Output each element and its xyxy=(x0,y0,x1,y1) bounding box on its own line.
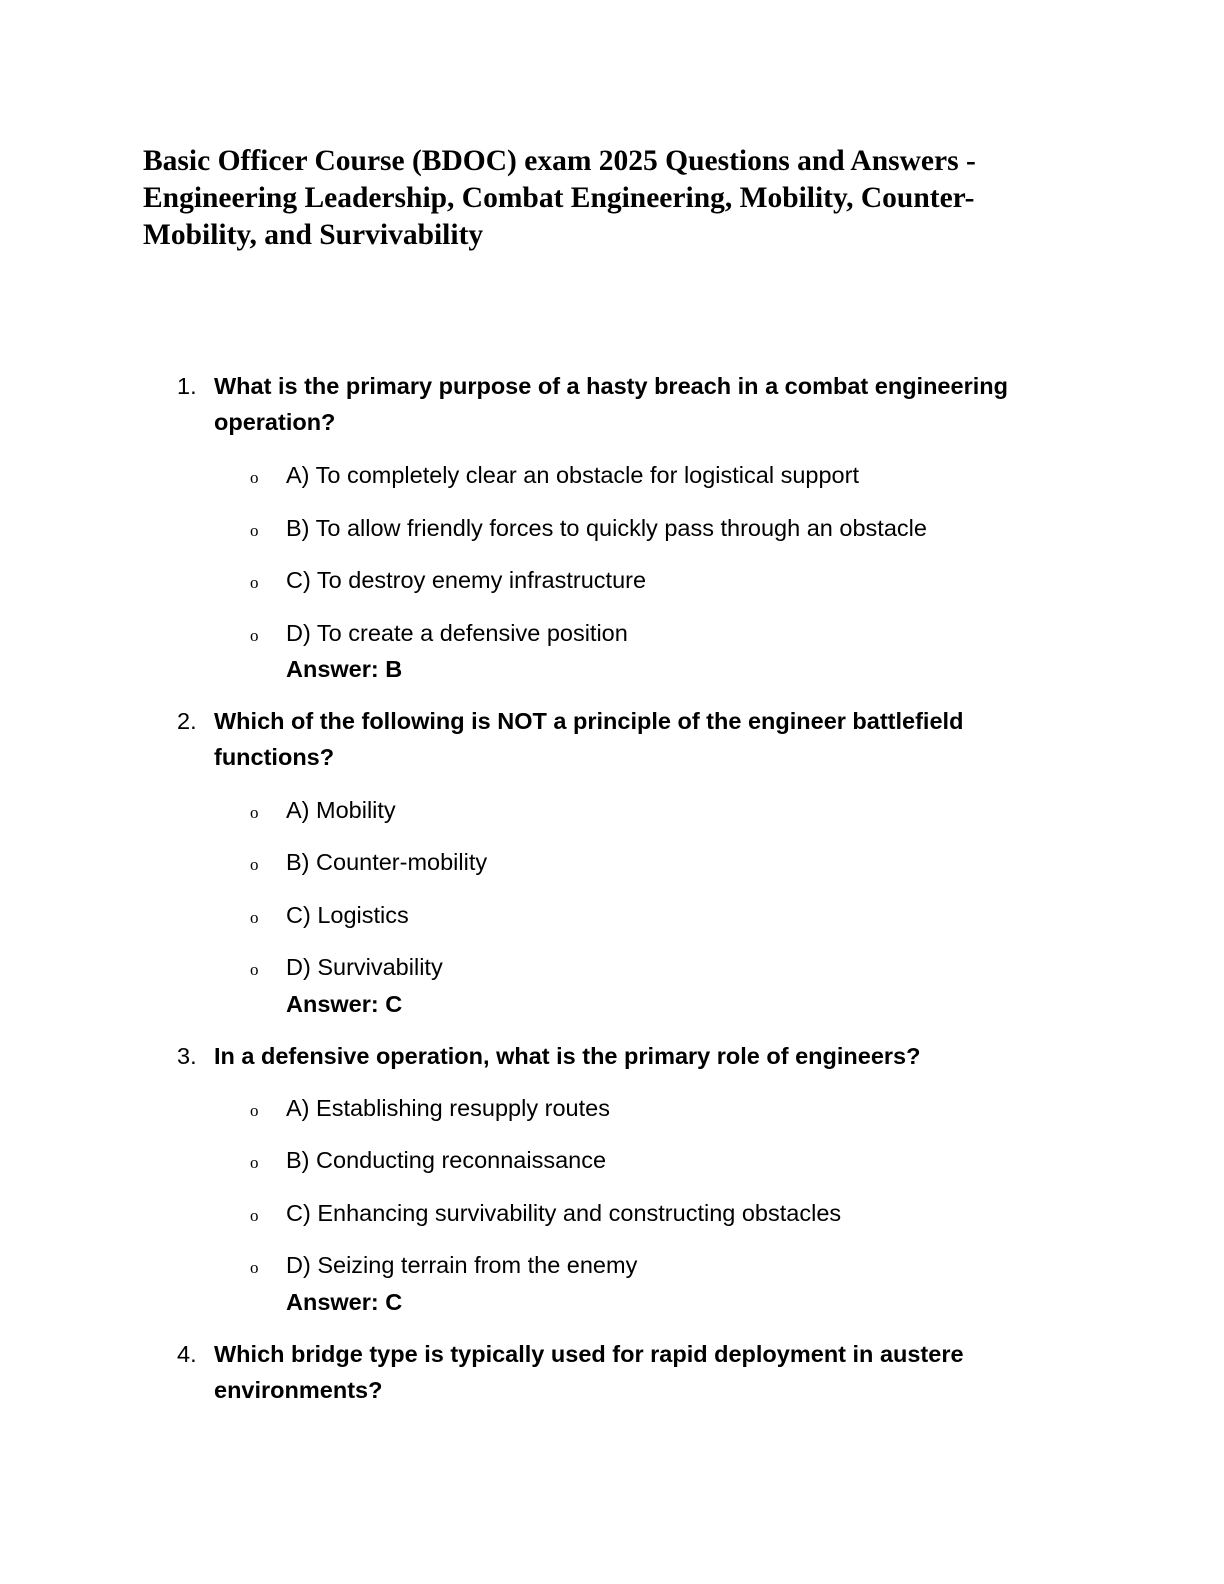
option-text: B) Counter-mobility xyxy=(286,849,488,875)
question-number: 1. xyxy=(177,373,197,399)
option-text: D) Survivability xyxy=(286,954,443,980)
bullet-icon: o xyxy=(250,521,259,540)
bullet-icon: o xyxy=(250,1258,259,1277)
answer-option-d xyxy=(0,949,1224,985)
answer-option-a xyxy=(0,1090,1224,1126)
answer-option-d xyxy=(0,615,1224,651)
bullet-icon: o xyxy=(250,468,259,487)
bullet-icon: o xyxy=(250,1153,259,1172)
answer-option-c xyxy=(0,897,1224,933)
bullet-icon: o xyxy=(250,1206,259,1225)
question-number: 4. xyxy=(177,1341,197,1367)
bullet-icon: o xyxy=(250,626,259,645)
bullet-icon: o xyxy=(250,960,259,979)
option-text: B) Conducting reconnaissance xyxy=(286,1147,607,1173)
option-text: D) Seizing terrain from the enemy xyxy=(286,1252,638,1278)
bullet-icon: o xyxy=(250,573,259,592)
question-text: What is the primary purpose of a hasty breach in a combat engineering operation? xyxy=(214,373,1008,435)
answer-option-c xyxy=(0,1195,1224,1231)
option-text: C) Enhancing survivability and constructing obstacles xyxy=(286,1200,842,1226)
option-text: C) To destroy enemy infrastructure xyxy=(286,567,647,593)
document-title: Basic Officer Course (BDOC) exam 2025 Questions and Answers - Engineering Leadership, Combat Engineering, Mobility, Counter-Mobility, and Survivability xyxy=(143,145,976,251)
answer-option-d xyxy=(0,1247,1224,1283)
bullet-icon: o xyxy=(250,855,259,874)
answer-key: Answer: C xyxy=(286,1289,403,1315)
question-text: Which of the following is NOT a principle of the engineer battlefield functions? xyxy=(214,708,964,770)
question-number: 3. xyxy=(177,1043,197,1069)
answer-key: Answer: C xyxy=(286,991,403,1017)
question-text: Which bridge type is typically used for rapid deployment in austere environments? xyxy=(214,1341,964,1403)
answer-option-a xyxy=(0,792,1224,828)
option-text: A) Mobility xyxy=(286,797,396,823)
bullet-icon: o xyxy=(250,803,259,822)
option-text: B) To allow friendly forces to quickly pass through an obstacle xyxy=(286,515,927,541)
answer-option-b xyxy=(0,1142,1224,1178)
option-text: A) Establishing resupply routes xyxy=(286,1095,610,1121)
question-text: In a defensive operation, what is the primary role of engineers? xyxy=(214,1043,921,1069)
option-text: D) To create a defensive position xyxy=(286,620,628,646)
option-text: A) To completely clear an obstacle for logistical support xyxy=(286,462,859,488)
bullet-icon: o xyxy=(250,908,259,927)
question-number: 2. xyxy=(177,708,197,734)
answer-option-b xyxy=(0,844,1224,880)
answer-option-b xyxy=(0,510,1224,546)
answer-option-a xyxy=(0,457,1224,493)
answer-key: Answer: B xyxy=(286,656,403,682)
bullet-icon: o xyxy=(250,1101,259,1120)
answer-option-c xyxy=(0,562,1224,598)
option-text: C) Logistics xyxy=(286,902,409,928)
